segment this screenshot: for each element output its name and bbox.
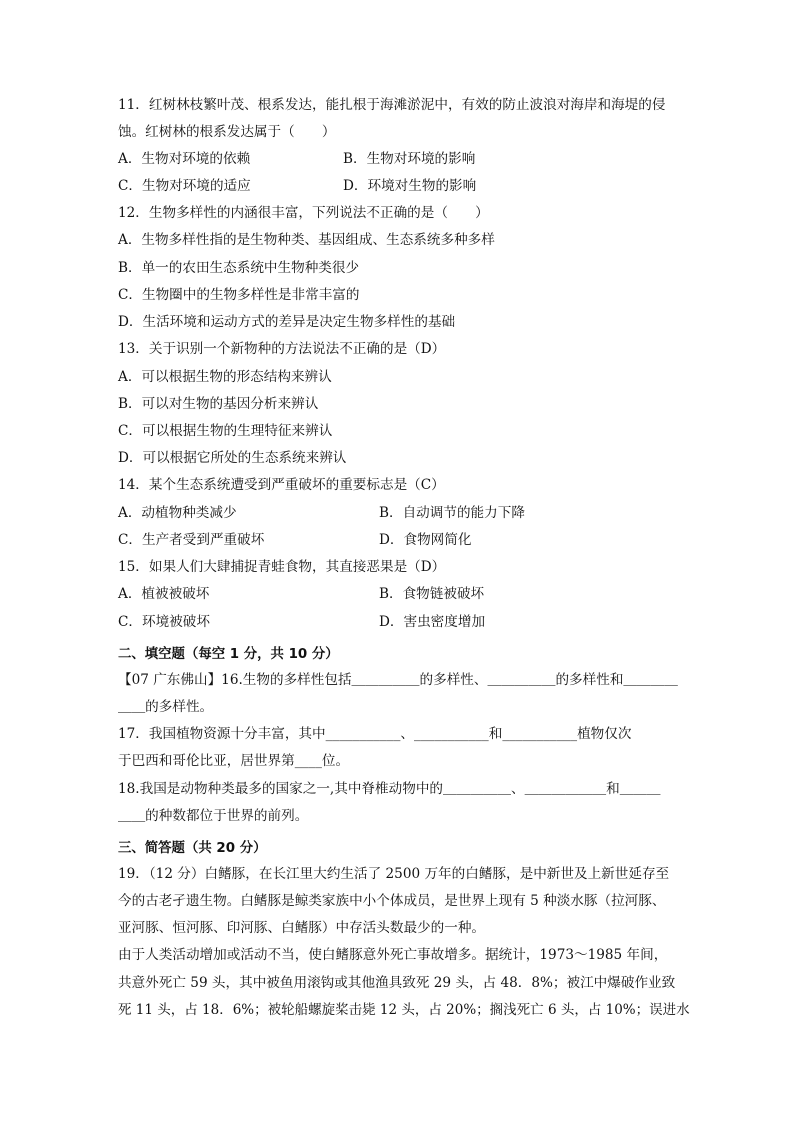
q12-option-c: C．生物圈中的生物多样性是非常丰富的 <box>118 287 360 303</box>
q14-stem: 14．某个生态系统遭受到严重破坏的重要标志是（C） <box>118 477 445 493</box>
q15-option-a: A．植被被破坏 <box>118 586 210 602</box>
q11-stem-line2: 蚀。红树林的根系发达属于（ ） <box>118 124 336 140</box>
q12-option-a: A．生物多样性指的是生物种类、基因组成、生态系统多种多样 <box>118 232 495 248</box>
q13-option-b: B．可以对生物的基因分析来辨认 <box>118 396 319 412</box>
q19-line2: 今的古老孑遗生物。白鳍豚是鲸类家族中小个体成员，是世界上现有 5 种淡水豚（拉河豚、 <box>118 893 666 909</box>
q18-line2: ＿＿的种数都位于世界的前列。 <box>118 808 309 824</box>
q14-option-a: A．动植物种类减少 <box>118 505 237 521</box>
q12-stem: 12．生物多样性的内涵很丰富，下列说法不正确的是（ ） <box>118 205 489 221</box>
q13-option-a: A．可以根据生物的形态结构来辨认 <box>118 369 332 385</box>
q15-option-c: C．环境被破坏 <box>118 614 210 630</box>
q17-line1: 17．我国植物资源十分丰富，其中___________、___________和___________植物仅次 <box>118 726 632 742</box>
q19-line3: 亚河豚、恒河豚、印河豚、白鳍豚）中存活头数最少的一种。 <box>118 920 486 936</box>
q18-line1: 18.我国是动物种类最多的国家之一,其中脊椎动物中的＿＿＿＿＿、＿＿＿＿＿＿和＿＿＿ <box>118 781 661 797</box>
q13-stem: 13．关于识别一个新物种的方法说法不正确的是（D） <box>118 341 446 357</box>
q11-option-b: B．生物对环境的影响 <box>343 151 476 167</box>
q14-option-d: D．食物网简化 <box>379 532 472 548</box>
q11-option-c: C．生物对环境的适应 <box>118 178 251 194</box>
section-2-heading: 二、填空题（每空 1 分，共 10 分） <box>118 647 339 662</box>
q15-option-b: B．食物链被破坏 <box>379 586 485 602</box>
q19-line4: 由于人类活动增加或活动不当，使白鳍豚意外死亡事故增多。据统计，1973～1985 年间， <box>118 947 668 963</box>
q15-stem: 15．如果人们大肆捕捉青蛙食物，其直接恶果是（D） <box>118 559 446 575</box>
q15-option-d: D．害虫密度增加 <box>379 614 486 630</box>
q11-option-d: D．环境对生物的影响 <box>343 178 477 194</box>
q11-option-a: A．生物对环境的依赖 <box>118 151 251 167</box>
q19-line5: 共意外死亡 59 头，其中被鱼用滚钩或其他渔具致死 29 头，占 48．8%；被江中爆破作业致 <box>118 975 676 991</box>
q16-line1: 【07 广东佛山】16.生物的多样性包括＿＿＿＿＿的多样性、＿＿＿＿＿的多样性和＿＿＿＿ <box>118 672 678 688</box>
q13-option-c: C．可以根据生物的生理特征来辨认 <box>118 423 333 439</box>
q13-option-d: D．可以根据它所处的生态系统来辨认 <box>118 450 347 466</box>
q14-option-c: C．生产者受到严重破坏 <box>118 532 265 548</box>
section-3-heading: 三、简答题（共 20 分） <box>118 841 267 856</box>
q12-option-b: B．单一的农田生态系统中生物种类很少 <box>118 260 360 276</box>
q11-stem-line1: 11．红树林枝繁叶茂、根系发达，能扎根于海滩淤泥中，有效的防止波浪对海岸和海堤的侵 <box>118 97 666 113</box>
q14-option-b: B．自动调节的能力下降 <box>379 505 525 521</box>
q19-line1: 19．（12 分）白鳍豚，在长江里大约生活了 2500 万年的白鳍豚，是中新世及上新世延存至 <box>118 866 670 882</box>
q19-line6: 死 11 头，占 18．6%；被轮船螺旋桨击毙 12 头，占 20%；搁浅死亡 6 头，占 10%；误进水 <box>118 1002 690 1018</box>
q17-line2: 于巴西和哥伦比亚，居世界第____位。 <box>118 753 350 769</box>
q12-option-d: D．生活环境和运动方式的差异是决定生物多样性的基础 <box>118 314 456 330</box>
q16-line2: ＿＿的多样性。 <box>118 699 214 715</box>
